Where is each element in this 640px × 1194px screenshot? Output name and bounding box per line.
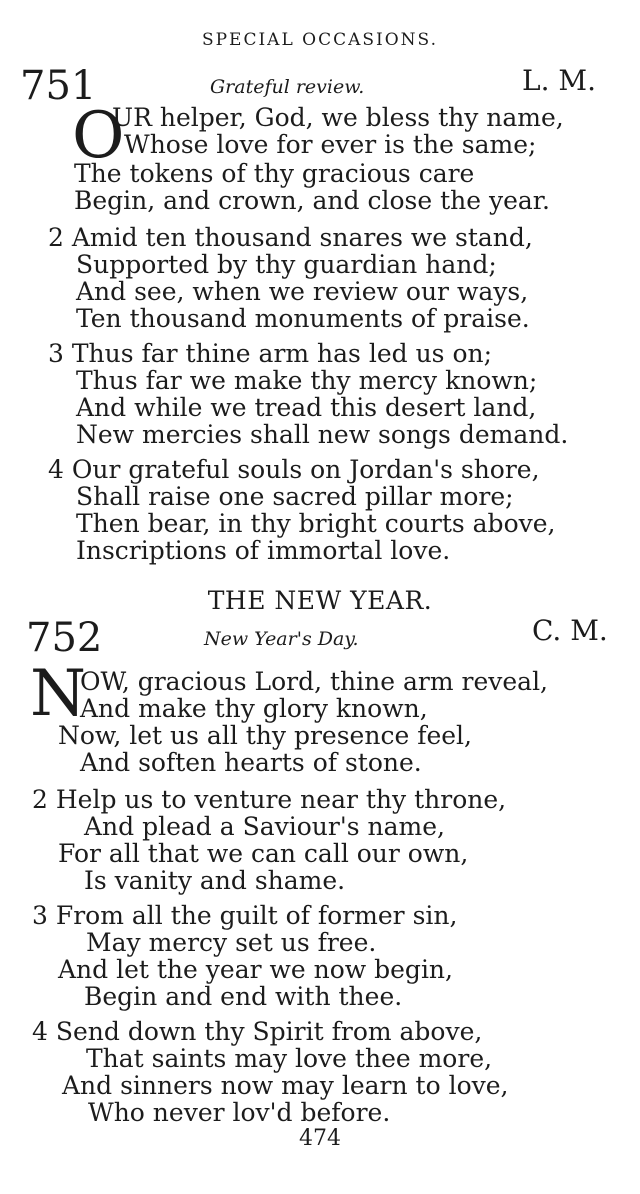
hymn-751-line: 4 Our grateful souls on Jordan's shore, [48, 455, 540, 484]
hymn-752-line: Who never lov'd before. [88, 1098, 391, 1127]
hymn-751-line: The tokens of thy gracious care [74, 159, 475, 188]
hymn-751-line: Inscriptions of immortal love. [76, 536, 451, 565]
hymn-751-line: 2 Amid ten thousand snares we stand, [48, 223, 533, 252]
hymn-752-line: OW, gracious Lord, thine arm reveal, [80, 667, 549, 696]
hymn-752-line: And make thy glory known, [80, 694, 428, 723]
hymn-752-dropcap: N [30, 657, 86, 731]
section-heading: THE NEW YEAR. [207, 586, 433, 615]
hymn-751-line: Whose love for ever is the same; [124, 130, 537, 159]
hymn-751-line: And while we tread this desert land, [76, 393, 537, 422]
hymn-752-line: 3 From all the guilt of former sin, [32, 901, 458, 930]
hymn-752-line: And plead a Saviour's name, [84, 812, 445, 841]
hymn-752-line: May mercy set us free. [86, 928, 377, 957]
page-number: 474 [299, 1126, 341, 1151]
hymn-751-line: 3 Thus far thine arm has led us on; [48, 339, 493, 368]
hymn-751-dropcap: O [72, 99, 125, 173]
hymn-751-line: Begin, and crown, and close the year. [74, 186, 550, 215]
hymn-751-line: And see, when we review our ways, [76, 277, 529, 306]
hymn-752-title: New Year's Day. [204, 628, 359, 650]
running-head: SPECIAL OCCASIONS. [201, 30, 439, 50]
hymn-752-line: That saints may love thee more, [86, 1044, 493, 1073]
hymn-751-number: 751 [20, 63, 97, 109]
hymn-752-line: Begin and end with thee. [84, 982, 403, 1011]
hymn-751-title: Grateful review. [210, 76, 365, 98]
hymn-751-line: UR helper, God, we bless thy name, [112, 103, 564, 132]
hymn-752-line: And sinners now may learn to love, [62, 1071, 509, 1100]
hymn-751-line: Then bear, in thy bright courts above, [76, 509, 556, 538]
hymn-751-line: Thus far we make thy mercy known; [76, 366, 538, 395]
hymn-751-line: Ten thousand monuments of praise. [76, 304, 530, 333]
hymn-752-line: Is vanity and shame. [84, 866, 346, 895]
hymn-751-meter: L. M. [522, 64, 596, 97]
hymn-752-line: Now, let us all thy presence feel, [58, 721, 472, 750]
hymn-752-number: 752 [26, 615, 103, 661]
hymn-751-line: Shall raise one sacred pillar more; [76, 482, 514, 511]
hymn-752-line: 4 Send down thy Spirit from above, [32, 1017, 483, 1046]
hymn-751-line: New mercies shall new songs demand. [76, 420, 569, 449]
hymn-751-line: Supported by thy guardian hand; [76, 250, 497, 279]
hymn-752-line: For all that we can call our own, [58, 839, 469, 868]
hymn-752-line: And let the year we now begin, [58, 955, 453, 984]
hymn-752-meter: C. M. [532, 614, 608, 647]
hymn-752-line: And soften hearts of stone. [80, 748, 422, 777]
hymn-752-line: 2 Help us to venture near thy throne, [32, 785, 507, 814]
